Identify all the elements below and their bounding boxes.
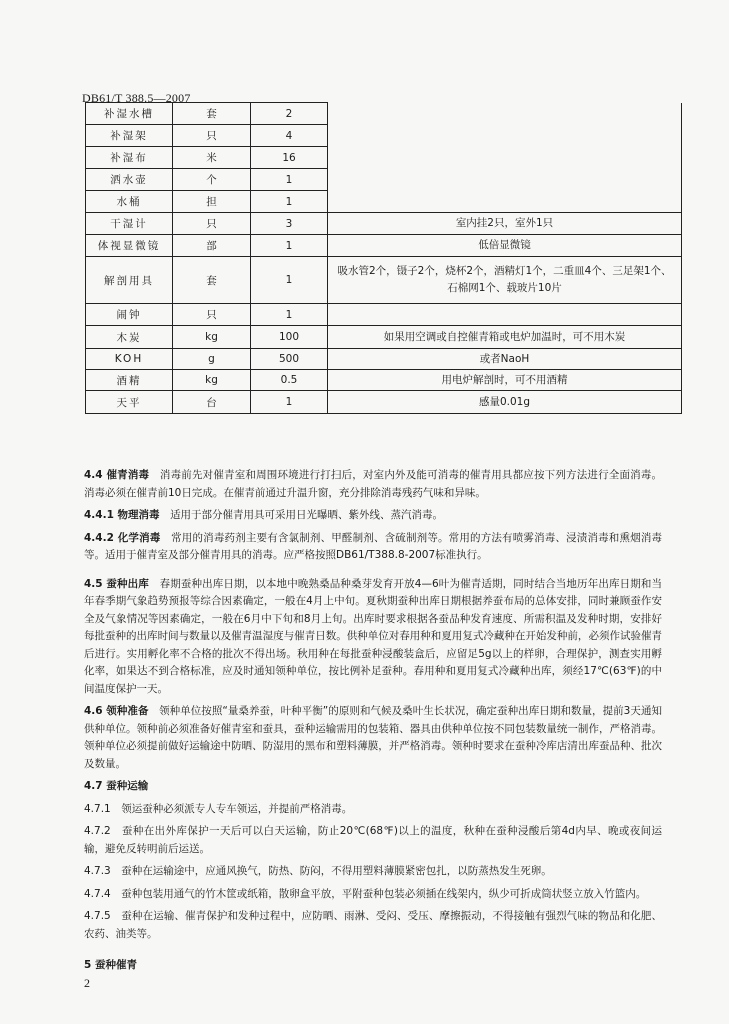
equipment-name-cell: 补湿布 — [86, 147, 173, 169]
table-row — [86, 391, 682, 414]
table-row — [86, 191, 682, 213]
section-4-5: 4.5 蚕种出库 春期蚕种出库日期，以本地中晚熟桑品种桑芽发育开放4—6叶为催青适期，同时结合当地历年出库日期和当年春季期气象趋势预报等综合因素确定，一般在4月上中旬。夏秋期蚕种出库日期根据养蚕布局的总体安排，同时兼顾蚕作安全及气象情况等因素确定，一般在6月中下旬和8月上旬。出库时要求根据各蚕品种发育速度、所需积温及发种时期，安排好每批蚕种的出库时间与数量以及催青温湿度与催青日数。供种单位对春用种和夏用复式冷藏种在开始发种前，必须作试验催青后进行。实用孵化率不合格的批次不得出场。秋用种在每批蚕种浸酸装盒后，应留足5g以上的样卵，合理保护，测查实用孵化率，如果达不到合格标准，应及时通知领种单位，按比例补足蚕种。春用种和夏用复式冷藏种出库，须经17℃(63℉)的中间温度保护一天。 — [84, 577, 663, 695]
quantity-cell: 16 — [251, 147, 328, 169]
table-row — [86, 147, 682, 169]
table-row — [86, 370, 682, 391]
equipment-name-cell: 干湿计 — [86, 213, 173, 235]
section-4-7-1: 4.7.1 领运蚕种必须派专人专车领运，并提前严格消毒。 — [84, 802, 353, 815]
quantity-cell: 1 — [251, 191, 328, 213]
equipment-table — [85, 102, 682, 414]
standard-code: DB61/T 388.5—2007 — [82, 91, 191, 105]
quantity-cell: 1 — [251, 391, 328, 414]
note-cell — [328, 169, 682, 191]
unit-cell: 担 — [173, 191, 251, 213]
table-row — [86, 235, 682, 257]
equipment-name-cell: KOH — [86, 349, 173, 370]
note-cell: 用电炉解剖时，可不用酒精 — [328, 370, 682, 391]
section-heading: 4.4 催青消毒 — [84, 469, 150, 481]
unit-cell: kg — [173, 370, 251, 391]
note-cell: 如果用空调或自控催青箱或电炉加温时，可不用木炭 — [328, 326, 682, 349]
quantity-cell: 2 — [251, 103, 328, 125]
note-cell: 或者NaoH — [328, 349, 682, 370]
table-row — [86, 349, 682, 370]
quantity-cell: 1 — [251, 235, 328, 257]
section-4-7-4: 4.7.4 蚕种包装用通气的竹木筐或纸箱，散卵盒平放，平附蚕种包装必须插在线架内，纵少可折成筒状竖立放入竹篮内。 — [84, 887, 647, 900]
quantity-cell: 4 — [251, 125, 328, 147]
section-4-4: 4.4 催青消毒 消毒前先对催青室和周围环境进行打扫后，对室内外及能可消毒的催青用具都应按下列方法进行全面消毒。消毒必须在催青前10日完成。在催青前通过升温升窗，充分排除消毒残药气味和异味。 — [84, 469, 662, 499]
table-row — [86, 213, 682, 235]
page-number: 2 — [84, 976, 90, 990]
quantity-cell: 3 — [251, 213, 328, 235]
section-4-6: 4.6 领种准备 领种单位按照“量桑养蚕，叶种平衡”的原则和气候及桑叶生长状况，确定蚕种出库日期和数量，提前3天通知供种单位。领种前必须准备好催青室和蚕具，蚕种运输需用的包装箱、器具由供种单位按不同包装数量统一制作，严格消毒。领种单位必须提前做好运输途中防晒、防湿用的黑布和塑料薄膜，并严格消毒。领种时要求在蚕种冷库店清出库蚕品种、批次及数量。 — [84, 705, 663, 770]
section-5-heading: 5 蚕种催青 — [84, 959, 137, 971]
unit-cell: 只 — [173, 125, 251, 147]
section-heading: 4.4.1 物理消毒 — [84, 509, 160, 521]
equipment-name-cell: 体视显微镜 — [86, 235, 173, 257]
unit-cell: 部 — [173, 235, 251, 257]
table-row — [86, 304, 682, 326]
section-4-7-5: 4.7.5 蚕种在运输、催青保护和发种过程中，应防晒、雨淋、受闷、受压、摩擦振动，不得接触有强烈气味的物品和化肥、农药、油类等。 — [84, 910, 662, 940]
note-cell — [328, 304, 682, 326]
equipment-name-cell: 水桶 — [86, 191, 173, 213]
note-cell — [328, 147, 682, 169]
equipment-name-cell: 补湿水槽 — [86, 103, 173, 125]
section-4-7-2: 4.7.2 蚕种在出外库保护一天后可以白天运输，防止20℃(68℉)以上的温度，秋种在蚕种浸酸后第4d内早、晚或夜间运输，避免反转明前后运送。 — [84, 825, 663, 855]
unit-cell: 只 — [173, 213, 251, 235]
equipment-name-cell: 木炭 — [86, 326, 173, 349]
note-cell: 感量0.01g — [328, 391, 682, 414]
note-cell: 吸水管2个，镊子2个，烧杯2个，酒精灯1个，二重皿4个、三足架1个、石棉网1个、载玻片10片 — [328, 257, 682, 304]
quantity-cell: 1 — [251, 257, 328, 304]
section-heading: 4.6 领种准备 — [84, 705, 149, 717]
equipment-name-cell: 天平 — [86, 391, 173, 414]
quantity-cell: 1 — [251, 304, 328, 326]
section-4-4-2: 4.4.2 化学消毒 常用的消毒药剂主要有含氯制剂、甲醛制剂、含硫制剂等。常用的方法有喷雾消毒、浸渍消毒和熏烟消毒等。适用于催青室及部分催青用具的消毒。应严格按照DB61/T388.8-2007标准执行。 — [84, 531, 663, 561]
note-cell: 低倍显微镜 — [328, 235, 682, 257]
equipment-name-cell: 酒精 — [86, 370, 173, 391]
note-cell — [328, 191, 682, 213]
section-4-7-3: 4.7.3 蚕种在运输途中，应通风换气，防热、防闷，不得用塑料薄膜紧密包扎，以防蒸热发生死卵。 — [84, 865, 552, 877]
quantity-cell: 0.5 — [251, 370, 328, 391]
unit-cell: 套 — [173, 103, 251, 125]
equipment-name-cell: 闹钟 — [86, 304, 173, 326]
section-heading: 4.7 蚕种运输 — [84, 780, 149, 792]
section-4-4-1: 4.4.1 物理消毒 适用于部分催青用具可采用日光曝晒、紫外线、蒸汽消毒。 — [84, 509, 444, 521]
unit-cell: 套 — [173, 257, 251, 304]
unit-cell: 只 — [173, 304, 251, 326]
quantity-cell: 1 — [251, 169, 328, 191]
table-row — [86, 103, 682, 125]
equipment-name-cell: 解剖用具 — [86, 257, 173, 304]
quantity-cell: 100 — [251, 326, 328, 349]
section-heading: 4.5 蚕种出库 — [84, 577, 149, 590]
unit-cell: kg — [173, 326, 251, 349]
body-text — [84, 467, 662, 980]
table-row — [86, 326, 682, 349]
unit-cell: 个 — [173, 169, 251, 191]
section-heading: 4.4.2 化学消毒 — [84, 531, 161, 544]
section-4-7 — [84, 778, 662, 796]
table-row — [86, 125, 682, 147]
note-cell — [328, 125, 682, 147]
note-cell — [328, 103, 682, 125]
quantity-cell: 500 — [251, 349, 328, 370]
equipment-name-cell: 洒水壶 — [86, 169, 173, 191]
equipment-name-cell: 补湿架 — [86, 125, 173, 147]
unit-cell: 米 — [173, 147, 251, 169]
unit-cell: 台 — [173, 391, 251, 414]
table-row — [86, 257, 682, 304]
unit-cell: g — [173, 349, 251, 370]
table-row — [86, 169, 682, 191]
note-cell: 室内挂2只，室外1只 — [328, 213, 682, 235]
